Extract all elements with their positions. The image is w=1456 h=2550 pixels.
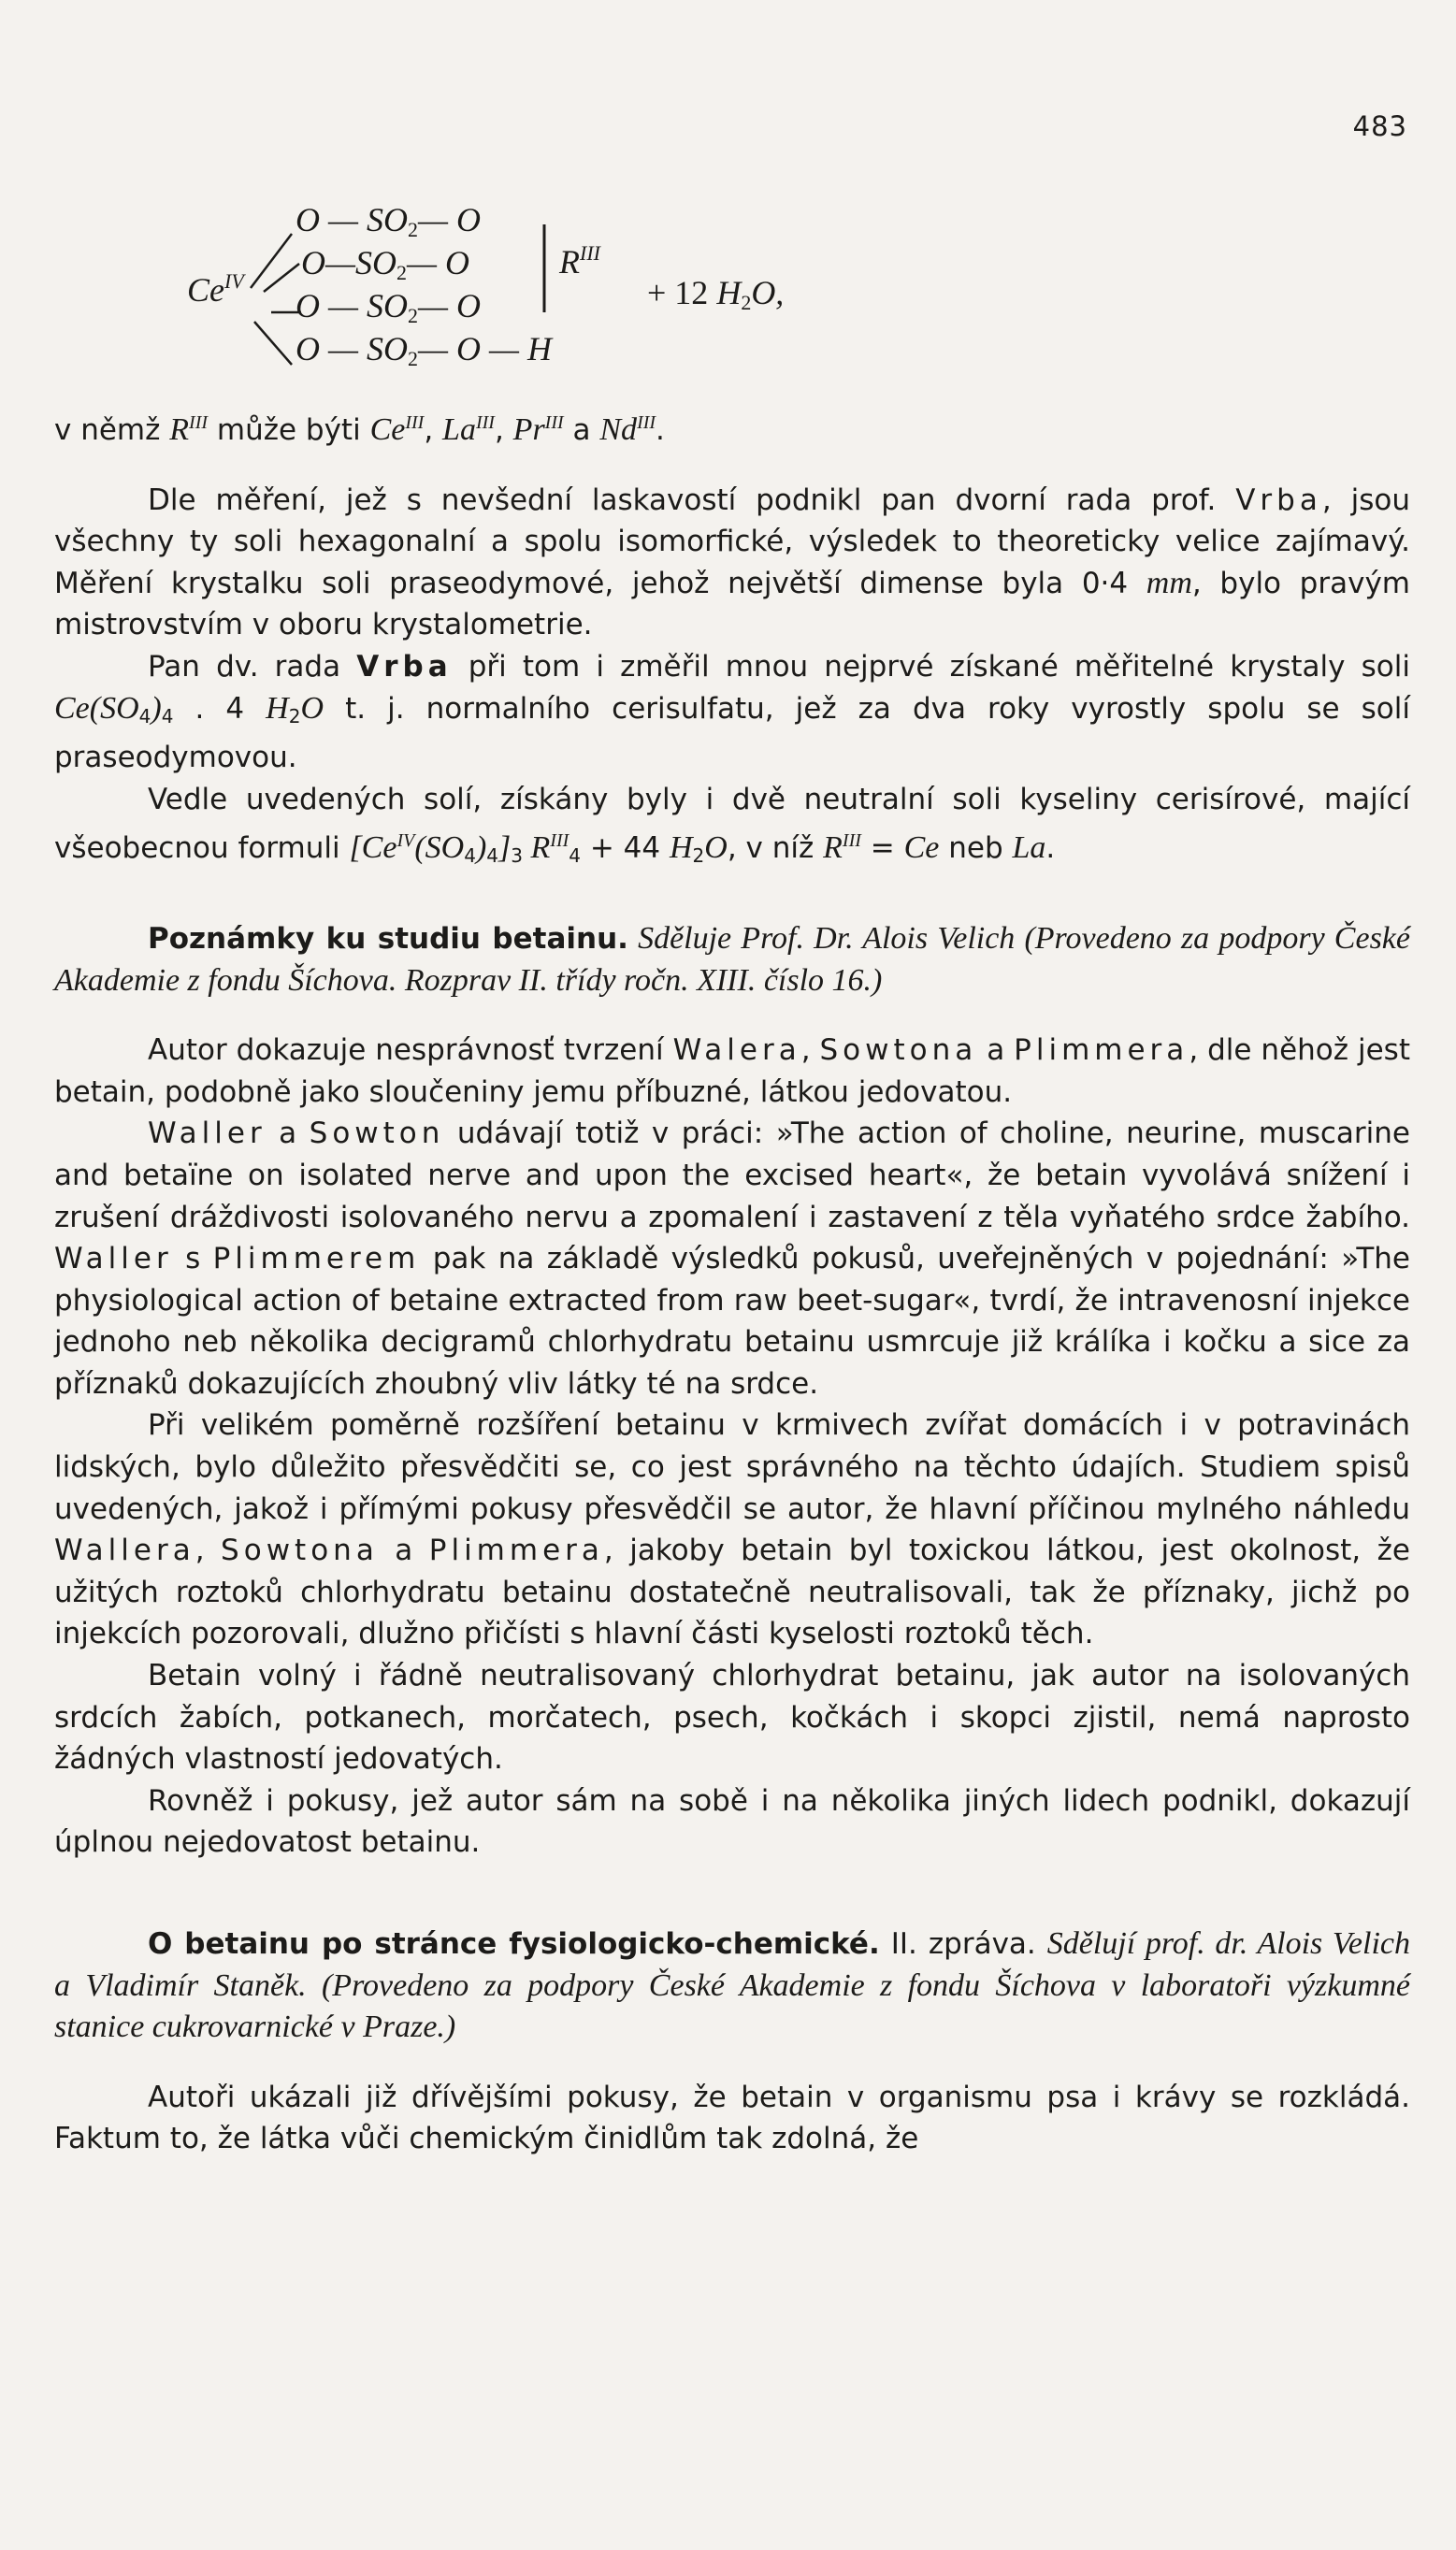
formula-row-2: $O—SO_2—$ O <box>301 244 470 284</box>
page-number: 483 <box>1352 110 1407 142</box>
formula-brace <box>537 219 555 322</box>
paragraph-self-experiment: Rovněž i pokusy, jež autor sám na sobě i na několika jiných lidech podnikl, dokazují úplnou nejedovatost betainu. <box>54 1783 1410 1860</box>
formula-r: $R^{III}$ <box>559 241 600 281</box>
formula-row-1: O — $SO_2—$ O <box>296 201 482 241</box>
section-heading-physiology: O betainu po stránce fysiologicko-chemické. II. zpráva. Sdělují prof. dr. Alois Velich a Vladimír Staněk. (Provedeno za podpory České Akademie z fondu Šíchova v laboratoři výzkumné stanice cukrovarnické v Praze.) <box>54 1926 1410 2045</box>
paragraph-author-claims: Autor dokazuje nesprávnosť tvrzení Walera, Sowtona a Plimmera, dle něhož jest betain, podobně jako sloučeniny jemu příbuzné, látkou jedovatou. <box>54 1033 1410 1109</box>
formula-ce: $Ce^{IV}$ <box>187 269 244 309</box>
section-heading-betain-notes: Poznámky ku studiu betainu. Sděluje Prof. Dr. Alois Velich (Provedeno za podpory České Akademie z fondu Šíchova. Rozprav II. třídy ročn. XIII. číslo 16.) <box>54 920 1410 998</box>
article-text <box>54 402 1410 2160</box>
paragraph-waller-sowton: Waller a Sowton udávají totiž v práci: »The action of choline, neurine, muscarine and betaïne on isolated nerve and upon the excised heart«, že betain vyvolává snížení i zrušení dráždivosti isolovaného nervu a zpomalení i zastavení z těla vyňatého srdce žabího. Waller s Plimmerem pak na základě výsledků pokusů, uveřejněných v pojednání: »The physiological action of betaine extracted from raw beet-sugar«, tvrdí, že intravenosní injekce jednoho neb několika decigramů chlorhydratu betainu usmrcuje již králíka i kočku a sice za příznaků dokazujících zhoubný vliv látky té na srdce. <box>54 1117 1410 1401</box>
paragraph-neutral-salts: Vedle uvedených solí, získány byly i dvě neutralní soli kyseliny cerisírové, mající všeobecnou formuli $[Ce^{IV}(SO_4)_4]_3$ $R^{III}_4 + 44$ $H_2O$, v níž $R^{III} = Ce$ neb La. <box>54 782 1410 868</box>
formula-caption: v němž $R^{III}$ může býti $Ce^{III}$, $La^{III}$, $Pr^{III}$ a $Nd^{III}$. <box>54 412 665 447</box>
paragraph-investigation: Při velikém poměrně rozšíření betainu v krmivech zvířat domácích i v potravinách lidských, bylo důležito přesvědčiti se, co jest správného na těchto údajích. Studiem spisů uvedených, jakož i přímými pokusy přesvědčil se autor, že hlavní příčinou mylného náhledu Wallera, Sowtona a Plimmera, jakoby betain byl toxickou látkou, jest okolnost, že užitých roztoků chlorhydratu betainu dostatečně neutralisovali, tak že příznaky, jichž po injekcích pozorovali, dlužno přičísti s hlavní části kyselosti roztoků těch. <box>54 1408 1410 1651</box>
paragraph-decomposition: Autoři ukázali již dřívějšími pokusy, že betain v organismu psa i krávy se rozkládá. Faktum to, že látka vůči chemickým činidlům tak zdolná, že <box>54 2080 1410 2156</box>
cerisulfuric-formula <box>187 187 1122 383</box>
paragraph-crystals: Pan dv. rada Vrba při tom i změřil mnou nejprvé získané měřitelné krystaly soli $Ce(SO_4)_4$ . 4 $H_2O$ t. j. normalního cerisulfatu, jež za dva roky vyrostly spolu se solí praseodymovou. <box>54 649 1411 775</box>
formula-row-3: O — $SO_2—$ O <box>296 287 482 327</box>
paragraph-non-toxic: Betain volný i řádně neutralisovaný chlorhydrat betainu, jak autor na isolovaných srdcích žabích, potkanech, morčatech, psech, kočkách i skopci zjistil, nemá naprosto žádných vlastností jedovatých. <box>54 1659 1410 1777</box>
formula-water: + 12 $H_2O$, <box>647 274 785 314</box>
formula-row-4: O — $SO_2—$ O — H <box>296 330 553 370</box>
paragraph-measurement: Dle měření, jež s nevšední laskavostí podnikl pan dvorní rada prof. Vrba, jsou všechny ty soli hexagonalní a spolu isomorfické, výsledek to theoreticky velice zajímavý. Měření krystalku soli praseodymové, jehož největší dimense byla 0·4 mm, bylo pravým mistrovstvím v oboru krystalometrie. <box>54 483 1410 642</box>
